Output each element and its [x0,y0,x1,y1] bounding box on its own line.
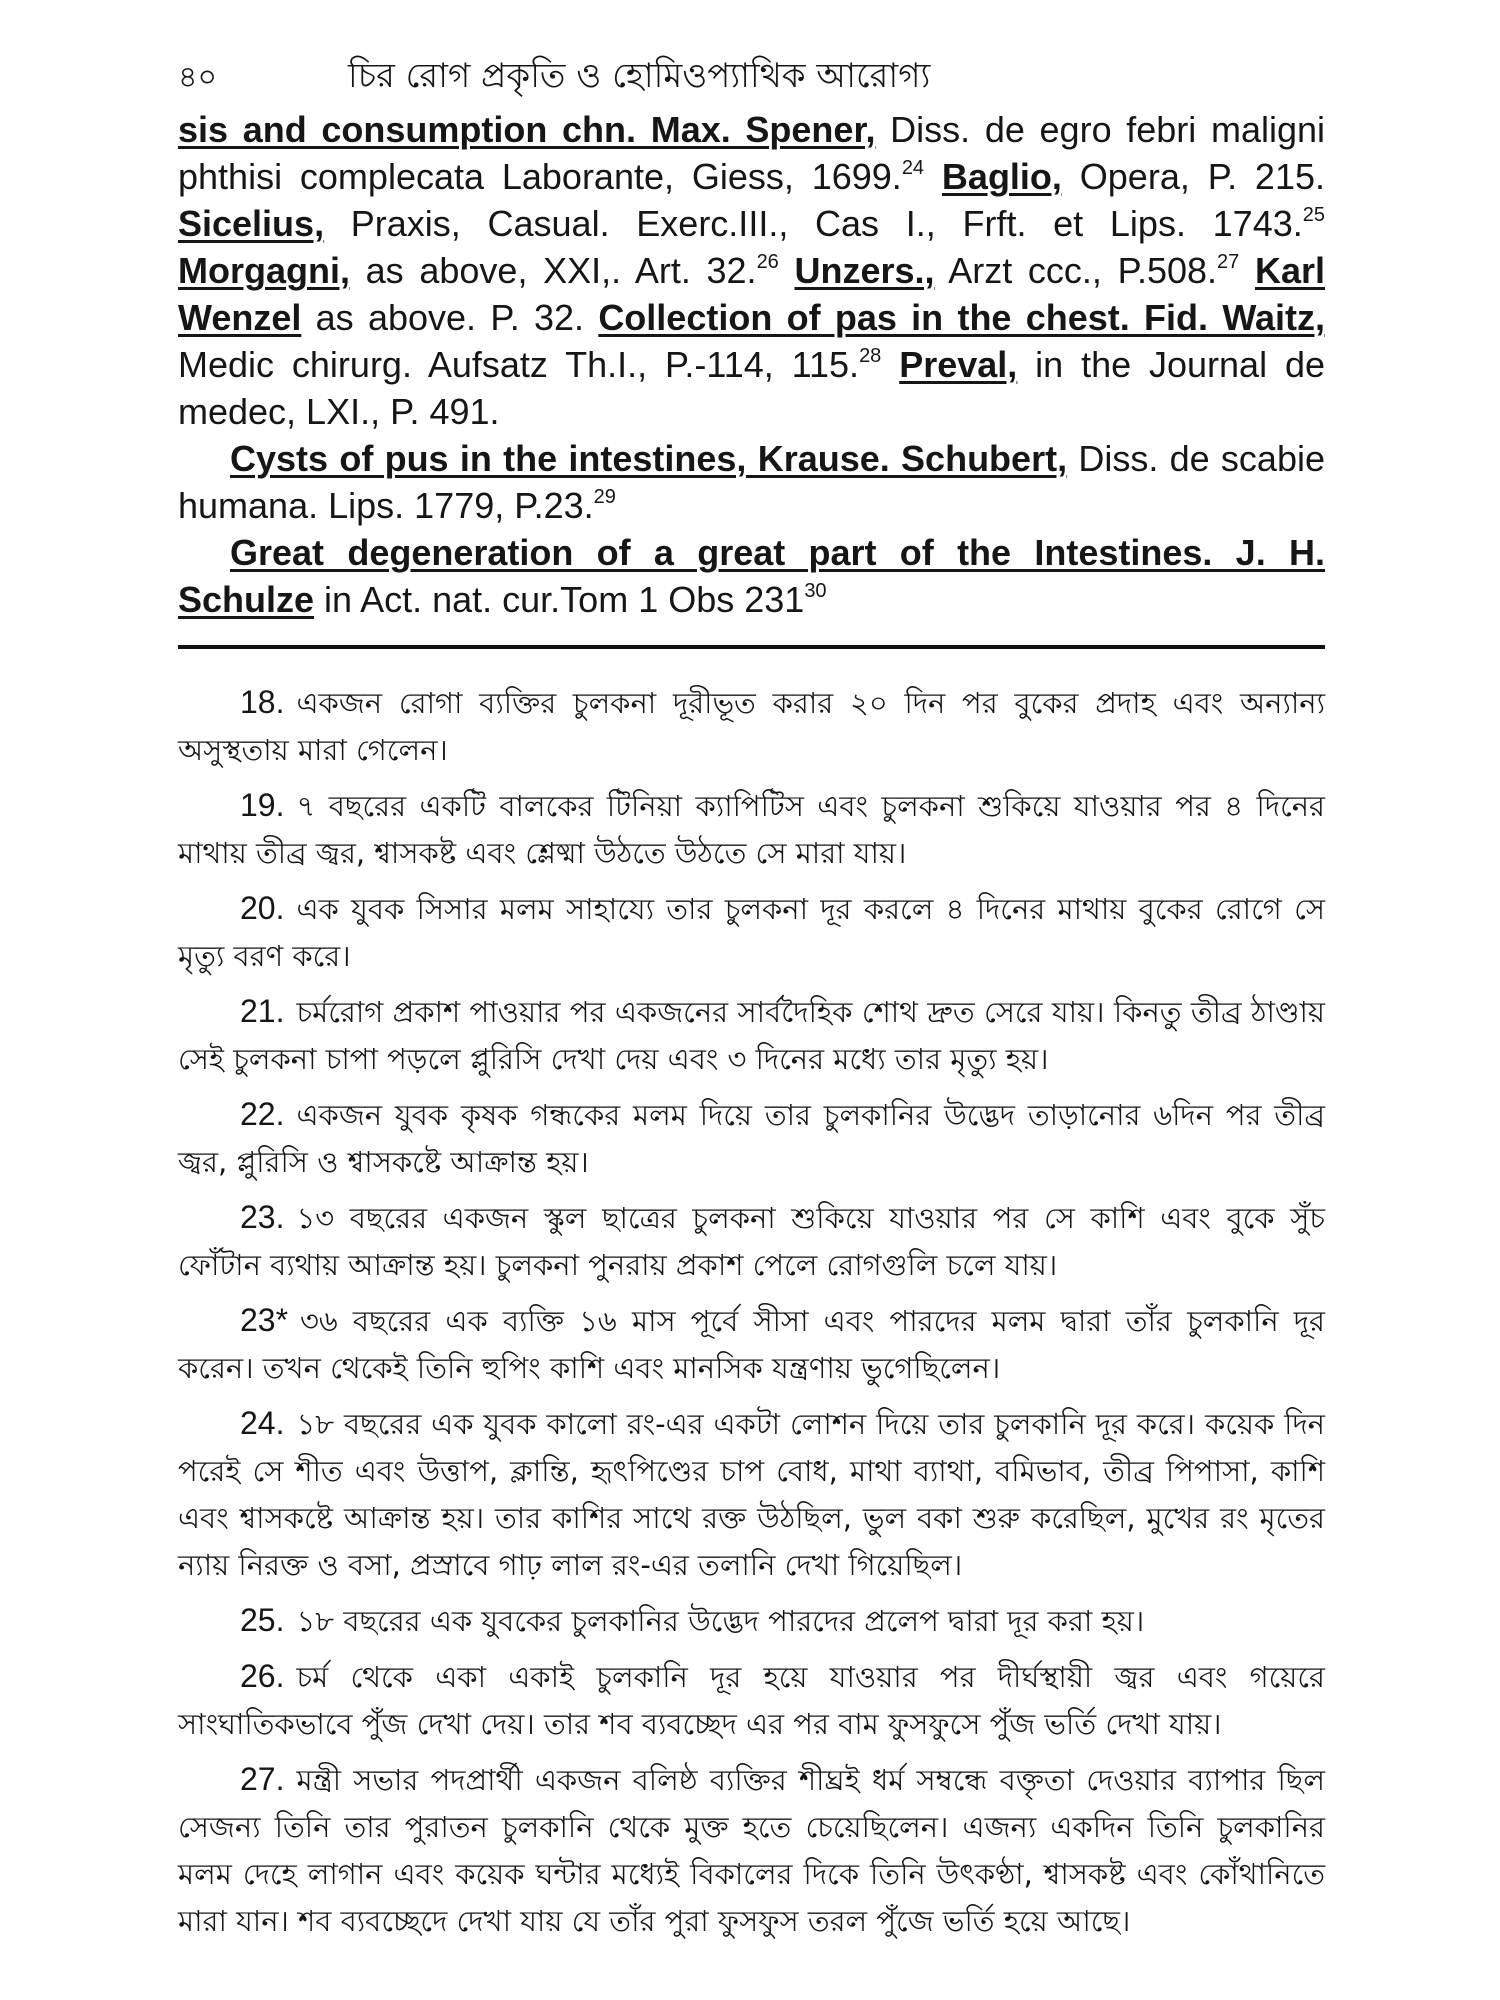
footnote-number: 23. [240,1199,285,1235]
footnote-number: 27. [240,1761,285,1797]
footnote-ref: 25 [1302,204,1325,226]
footnote-number: 25. [240,1602,285,1638]
footnote [178,988,1325,1083]
footnote-ref: 26 [756,251,779,273]
footnote [178,679,1325,774]
citation-text: Medic chirurg. Aufsatz Th.I., P.-114, 115. [178,344,860,385]
footnote-text: এক যুবক সিসার মলম সাহায্যে তার চুলকনা দূর করলে ৪ দিনের মাথায় বুকের রোগে সে মৃত্যু বরণ করে। [178,892,1325,973]
paragraph [178,106,1325,435]
citation-text: Opera, P. 215. [1061,156,1325,197]
citation-author: Cysts of pus in the intestines, Krause. Schubert, [230,438,1068,479]
footnote-text: মন্ত্রী সভার পদপ্রার্থী একজন বলিষ্ঠ ব্যক্তির শীঘ্রই ধর্ম সম্বন্ধে বক্তৃতা দেওয়ার ব্যাপার ছিল সেজন্য তিনি তার পুরাতন চুলকানি থেকে মুক্ত হতে চেয়েছিলেন। এজন্য একদিন তিনি চুলকানির মলম দেহে লাগান এবং কয়েক ঘন্টার মধ্যেই বিকালের দিকে তিনি উৎকণ্ঠা, শ্বাসকষ্ট এবং কোঁথানিতে মারা যান। শব ব্যবচ্ছেদে দেখা যায় যে তাঁর পুরা ফুসফুস তরল পুঁজে ভর্তি হয়ে আছে। [178,1763,1325,1938]
footnote-text: একজন যুবক কৃষক গন্ধকের মলম দিয়ে তার চুলকানির উদ্ভেদ তাড়ানোর ৬দিন পর তীব্র জ্বর, প্লুরিসি ও শ্বাসকষ্টে আক্রান্ত হয়। [178,1098,1325,1179]
page-number: ৪০ [178,60,217,95]
footnote [178,1653,1325,1748]
citation-text: Arzt ccc., P.508. [934,250,1218,291]
citation-text: Diss. de scabie humana. Lips. 1779, P.23. [178,438,1325,526]
citation-text: as above, XXI,. Art. 32. [349,250,757,291]
footnote-number: 26. [240,1658,285,1694]
citation-text: in Act. nat. cur.Tom 1 Obs 231 [314,579,805,620]
citation-author: Collection of pas in the chest. Fid. Waitz, [598,297,1325,338]
footnote-text: ১৮ বছরের এক যুবকের চুলকানির উদ্ভেদ পারদের প্রলেপ দ্বারা দূর করা হয়। [296,1604,1145,1638]
paragraph [178,435,1325,529]
footnote [178,1597,1325,1645]
footnote-ref: 29 [593,486,616,508]
footnote-divider [178,645,1325,649]
footnote-ref: 27 [1217,251,1240,273]
citation-text: in the Journal de medec, LXI., P. 491. [178,344,1325,432]
citation-text: Praxis, Casual. Exerc.III., Cas I., Frft. et Lips. 1743. [324,203,1303,244]
footnote [178,885,1325,980]
citation-author: Sicelius, [178,203,325,244]
footnote-number: 19. [240,787,285,823]
main-text [178,106,1325,623]
footnote [178,1756,1325,1945]
citation-author: Baglio, [941,156,1062,197]
paragraph [178,529,1325,623]
footnote-text: ১৮ বছরের এক যুবক কালো রং-এর একটা লোশন দিয়ে তার চুলকানি দূর করে। কয়েক দিন পরেই সে শীত এবং উত্তাপ, ক্লান্তি, হৃৎপিণ্ডের চাপ বোধ, মাথা ব্যাথা, বমিভাব, তীব্র পিপাসা, কাশি এবং শ্বাসকষ্টে আক্রান্ত হয়। তার কাশির সাথে রক্ত উঠছিল, ভুল বকা শুরু করেছিল, মুখের রং মৃতের ন্যায় নিরক্ত ও বসা, প্রস্রাবে গাঢ় লাল রং-এর তলানি দেখা গিয়েছিল। [178,1407,1325,1582]
citation-author: Morgagni, [178,250,350,291]
footnote-text: একজন রোগা ব্যক্তির চুলকনা দূরীভূত করার ২০ দিন পর বুকের প্রদাহ এবং অন্যান্য অসুস্থতায় মারা গেলেন। [178,686,1325,767]
running-header [178,50,1325,100]
footnote-text: চর্মরোগ প্রকাশ পাওয়ার পর একজনের সার্বদৈহিক শোথ দ্রুত সেরে যায়। কিনতু তীব্র ঠাণ্ডায় সেই চুলকনা চাপা পড়লে প্লুরিসি দেখা দেয় এবং ৩ দিনের মধ্যে তার মৃত্যু হয়। [178,995,1325,1076]
footnote-text: ১৩ বছরের একজন স্কুল ছাত্রের চুলকনা শুকিয়ে যাওয়ার পর সে কাশি এবং বুকে সুঁচ ফোঁটান ব্যথায় আক্রান্ত হয়। চুলকনা পুনরায় প্রকাশ পেলে রোগগুলি চলে যায়। [178,1201,1325,1282]
footnote-number: 24. [240,1405,285,1441]
footnote [178,1091,1325,1186]
footnote-text: ৭ বছরের একটি বালকের টিনিয়া ক্যাপিটিস এবং চুলকনা শুকিয়ে যাওয়ার পর ৪ দিনের মাথায় তীব্র জ্বর, শ্বাসকষ্ট এবং শ্লেষ্মা উঠতে উঠতে সে মারা যায়। [178,789,1325,870]
footnote-ref: 28 [859,345,882,367]
footnote-number: 22. [240,1096,285,1132]
citation-author: Karl Wenzel [178,250,1325,338]
footnote [178,782,1325,877]
footnote-ref: 24 [901,157,925,179]
citation-author: Preval, [899,344,1018,385]
running-title: চির রোগ প্রকৃতি ও হোমিওপ্যাথিক আরোগ্য [348,56,931,96]
footnote-text: ৩৬ বছরের এক ব্যক্তি ১৬ মাস পূর্বে সীসা এবং পারদের মলম দ্বারা তাঁর চুলকানি দূর করেন। তখন থেকেই তিনি হুপিং কাশি এবং মানসিক যন্ত্রণায় ভুগেছিলেন। [178,1304,1325,1385]
footnote-ref: 30 [804,580,827,602]
footnote-number: 21. [240,993,285,1029]
footnote-text: চর্ম থেকে একা একাই চুলকানি দূর হয়ে যাওয়ার পর দীর্ঘস্থায়ী জ্বর এবং গয়েরে সাংঘাতিকভাবে পুঁজ দেখা দেয়। তার শব ব্যবচ্ছেদ এর পর বাম ফুসফুসে পুঁজ ভর্তি দেখা যায়। [178,1660,1325,1741]
citation-author: Great degeneration of a great part of the Intestines. J. H. Schulze [178,532,1325,620]
footnote [178,1194,1325,1289]
footnote-number: 23* [240,1302,289,1338]
citation-author: Unzers., [794,250,935,291]
footnote [178,1297,1325,1392]
citation-author: sis and consumption chn. Max. Spener, [178,109,876,150]
citation-text: as above. P. 32. [301,297,599,338]
citation-text: Diss. de egro febri maligni phthisi complecata Laborante, Giess, 1699. [178,109,1326,197]
footnote-number: 20. [240,890,285,926]
footnote-number: 18. [240,684,285,720]
footnotes [178,679,1325,1945]
footnote [178,1400,1325,1589]
